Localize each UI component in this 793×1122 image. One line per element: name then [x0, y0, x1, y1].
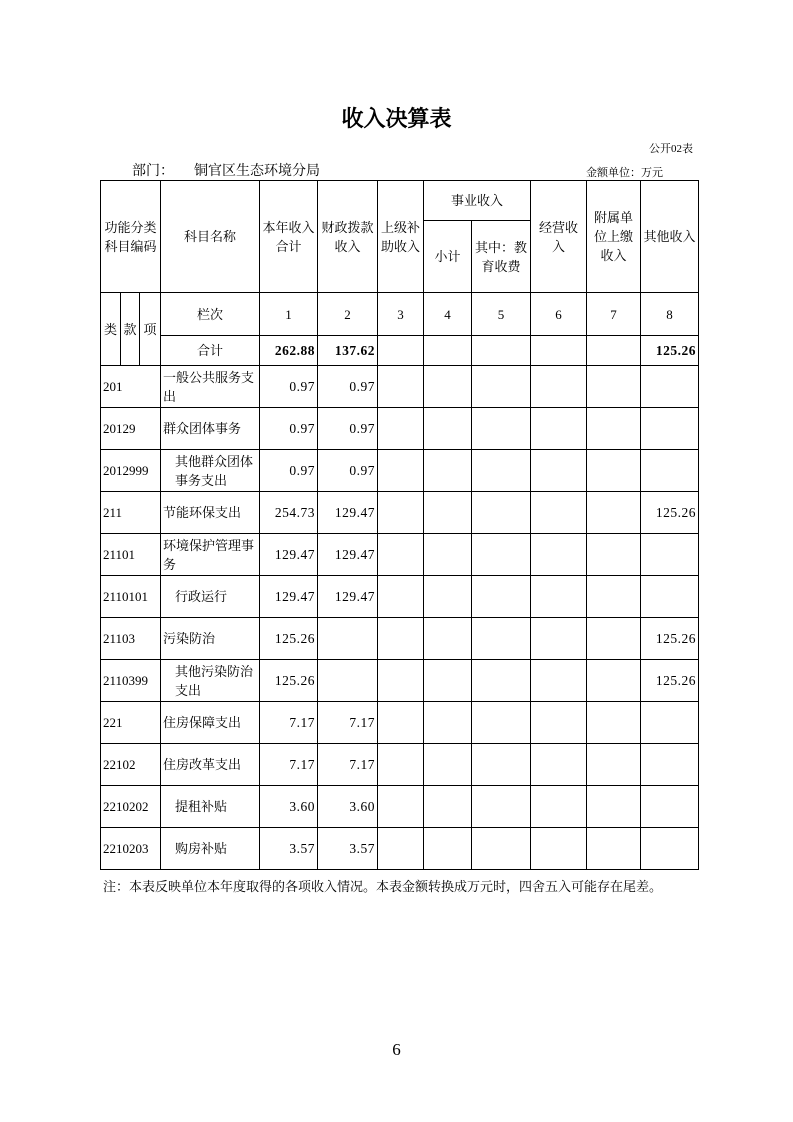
cell-empty: [424, 618, 472, 660]
cell-name: 群众团体事务: [161, 408, 260, 450]
cell-empty: [472, 618, 531, 660]
cell-total: 7.17: [260, 702, 318, 744]
cell-empty: [587, 618, 641, 660]
cell-code: 2210202: [101, 786, 161, 828]
cell-empty: [378, 702, 424, 744]
header-superior: 上级补助收入: [378, 181, 424, 293]
cell-other: [641, 366, 699, 408]
cell-other: 125.26: [641, 660, 699, 702]
cell-empty: [531, 492, 587, 534]
col-num: 4: [424, 293, 472, 336]
page-title: 收入决算表: [341, 107, 452, 132]
cell-name: 环境保护管理事务: [161, 534, 260, 576]
header-operating: 经营收入: [531, 181, 587, 293]
cell-empty: [378, 660, 424, 702]
cell-other: [641, 408, 699, 450]
cell-fiscal: 129.47: [318, 492, 378, 534]
cell-fiscal: [318, 618, 378, 660]
cell-fiscal: 129.47: [318, 534, 378, 576]
cell-empty: [587, 702, 641, 744]
page-number: 6: [392, 1040, 401, 1059]
header-subtotal: 小计: [424, 221, 472, 293]
cell-empty: [587, 576, 641, 618]
cell-fiscal: 3.60: [318, 786, 378, 828]
cell-other: [641, 576, 699, 618]
cell-total: 254.73: [260, 492, 318, 534]
cell-code: 2012999: [101, 450, 161, 492]
cell-empty: [424, 492, 472, 534]
cell-fiscal: 0.97: [318, 408, 378, 450]
cell-code: 201: [101, 366, 161, 408]
cell-empty: [472, 828, 531, 870]
table-row: [101, 450, 699, 492]
cell-empty: [424, 786, 472, 828]
cell-empty: [587, 492, 641, 534]
department-label: 部门：: [132, 164, 174, 179]
cell-empty: [531, 618, 587, 660]
cell-empty: [378, 786, 424, 828]
cell-name: 一般公共服务支出: [161, 366, 260, 408]
cell-code: 21101: [101, 534, 161, 576]
cell-other: [641, 450, 699, 492]
cell-fiscal: 0.97: [318, 450, 378, 492]
cell-code: 2110101: [101, 576, 161, 618]
cell-total: 125.26: [260, 618, 318, 660]
cell-code: 21103: [101, 618, 161, 660]
cell-empty: [472, 366, 531, 408]
table-row: [101, 660, 699, 702]
cell-empty: [587, 408, 641, 450]
cell-empty: [472, 660, 531, 702]
cell-other: [641, 534, 699, 576]
cell-total: 3.60: [260, 786, 318, 828]
cell-fiscal: 3.57: [318, 828, 378, 870]
table-row: [101, 618, 699, 660]
total-fiscal: 137.62: [318, 336, 378, 366]
cell-empty: [424, 744, 472, 786]
header-business: 事业收入: [424, 181, 531, 221]
cell-empty: [378, 492, 424, 534]
cell-empty: [531, 576, 587, 618]
cell-empty: [378, 618, 424, 660]
cell-empty: [424, 576, 472, 618]
col-num: 1: [260, 293, 318, 336]
cell-empty: [531, 366, 587, 408]
cell-empty: [587, 366, 641, 408]
cell-empty: [378, 408, 424, 450]
table-row: [101, 828, 699, 870]
table-row: [101, 744, 699, 786]
cell-total: 7.17: [260, 744, 318, 786]
cell-empty: [472, 408, 531, 450]
cell-name: 提租补贴: [161, 786, 260, 828]
header-education: 其中：教育收费: [472, 221, 531, 293]
header-affiliated: 附属单位上缴收入: [587, 181, 641, 293]
cell-code: 211: [101, 492, 161, 534]
cell-total: 129.47: [260, 576, 318, 618]
cell-empty: [424, 828, 472, 870]
cell-fiscal: 7.17: [318, 744, 378, 786]
total-label: 合计: [161, 336, 260, 366]
cell-empty: [378, 450, 424, 492]
amount-unit: 金额单位：万元: [586, 167, 663, 179]
cell-total: 129.47: [260, 534, 318, 576]
cell-name: 污染防治: [161, 618, 260, 660]
cell-empty: [424, 660, 472, 702]
cell-empty: [531, 450, 587, 492]
header-name: 科目名称: [161, 181, 260, 293]
total-total: 262.88: [260, 336, 318, 366]
cell-fiscal: [318, 660, 378, 702]
cell-empty: [424, 450, 472, 492]
cell-empty: [472, 534, 531, 576]
cell-other: 125.26: [641, 618, 699, 660]
cell-empty: [531, 828, 587, 870]
table-row: [101, 492, 699, 534]
table-row: [101, 534, 699, 576]
cell-name: 其他污染防治支出: [161, 660, 260, 702]
total-other: 125.26: [641, 336, 699, 366]
header-lei: 类: [101, 293, 121, 366]
header-code: 功能分类科目编码: [101, 181, 161, 293]
cell-empty: [378, 744, 424, 786]
table-row: [101, 366, 699, 408]
cell-total: 3.57: [260, 828, 318, 870]
cell-empty: [531, 702, 587, 744]
cell-total: 0.97: [260, 450, 318, 492]
cell-total: 0.97: [260, 408, 318, 450]
cell-fiscal: 129.47: [318, 576, 378, 618]
cell-code: 2110399: [101, 660, 161, 702]
cell-empty: [424, 534, 472, 576]
cell-empty: [378, 366, 424, 408]
cell-name: 购房补贴: [161, 828, 260, 870]
cell-empty: [587, 744, 641, 786]
cell-code: 2210203: [101, 828, 161, 870]
cell-empty: [587, 828, 641, 870]
cell-other: [641, 702, 699, 744]
cell-total: 125.26: [260, 660, 318, 702]
table-row: [101, 702, 699, 744]
cell-total: 0.97: [260, 366, 318, 408]
footnote: 注：本表反映单位本年度取得的各项收入情况。本表金额转换成万元时，四舍五入可能存在尾差。: [103, 879, 663, 894]
cell-empty: [472, 576, 531, 618]
header-fiscal: 财政拨款收入: [318, 181, 378, 293]
cell-other: 125.26: [641, 492, 699, 534]
cell-code: 221: [101, 702, 161, 744]
department-line: [132, 160, 340, 180]
table-row: [101, 576, 699, 618]
cell-empty: [531, 408, 587, 450]
col-num: 5: [472, 293, 531, 336]
col-num: 8: [641, 293, 699, 336]
cell-other: [641, 828, 699, 870]
cell-empty: [378, 828, 424, 870]
department-name: 铜官区生态环境分局: [194, 164, 320, 179]
cell-empty: [424, 366, 472, 408]
cell-code: 20129: [101, 408, 161, 450]
cell-fiscal: 7.17: [318, 702, 378, 744]
cell-empty: [472, 744, 531, 786]
header-xiang: 项: [140, 293, 161, 366]
cell-other: [641, 744, 699, 786]
cell-empty: [472, 702, 531, 744]
cell-empty: [531, 534, 587, 576]
table-row: [101, 786, 699, 828]
cell-empty: [424, 702, 472, 744]
cell-empty: [378, 576, 424, 618]
cell-name: 住房保障支出: [161, 702, 260, 744]
cell-fiscal: 0.97: [318, 366, 378, 408]
cell-empty: [472, 492, 531, 534]
form-number: 公开02表: [649, 143, 693, 155]
cell-code: 22102: [101, 744, 161, 786]
cell-empty: [587, 450, 641, 492]
cell-empty: [587, 660, 641, 702]
header-lanci: 栏次: [161, 293, 260, 336]
table-row: [101, 408, 699, 450]
cell-empty: [424, 408, 472, 450]
income-table: [100, 180, 699, 870]
col-num: 2: [318, 293, 378, 336]
col-num: 3: [378, 293, 424, 336]
cell-empty: [587, 786, 641, 828]
header-total: 本年收入合计: [260, 181, 318, 293]
cell-other: [641, 786, 699, 828]
total-row: [101, 336, 699, 366]
cell-name: 行政运行: [161, 576, 260, 618]
cell-empty: [472, 450, 531, 492]
header-other: 其他收入: [641, 181, 699, 293]
header-kuan: 款: [121, 293, 140, 366]
cell-name: 住房改革支出: [161, 744, 260, 786]
cell-empty: [378, 534, 424, 576]
col-num: 6: [531, 293, 587, 336]
cell-name: 其他群众团体事务支出: [161, 450, 260, 492]
cell-empty: [472, 786, 531, 828]
cell-empty: [531, 660, 587, 702]
cell-empty: [531, 744, 587, 786]
col-num: 7: [587, 293, 641, 336]
cell-name: 节能环保支出: [161, 492, 260, 534]
cell-empty: [531, 786, 587, 828]
cell-empty: [587, 534, 641, 576]
